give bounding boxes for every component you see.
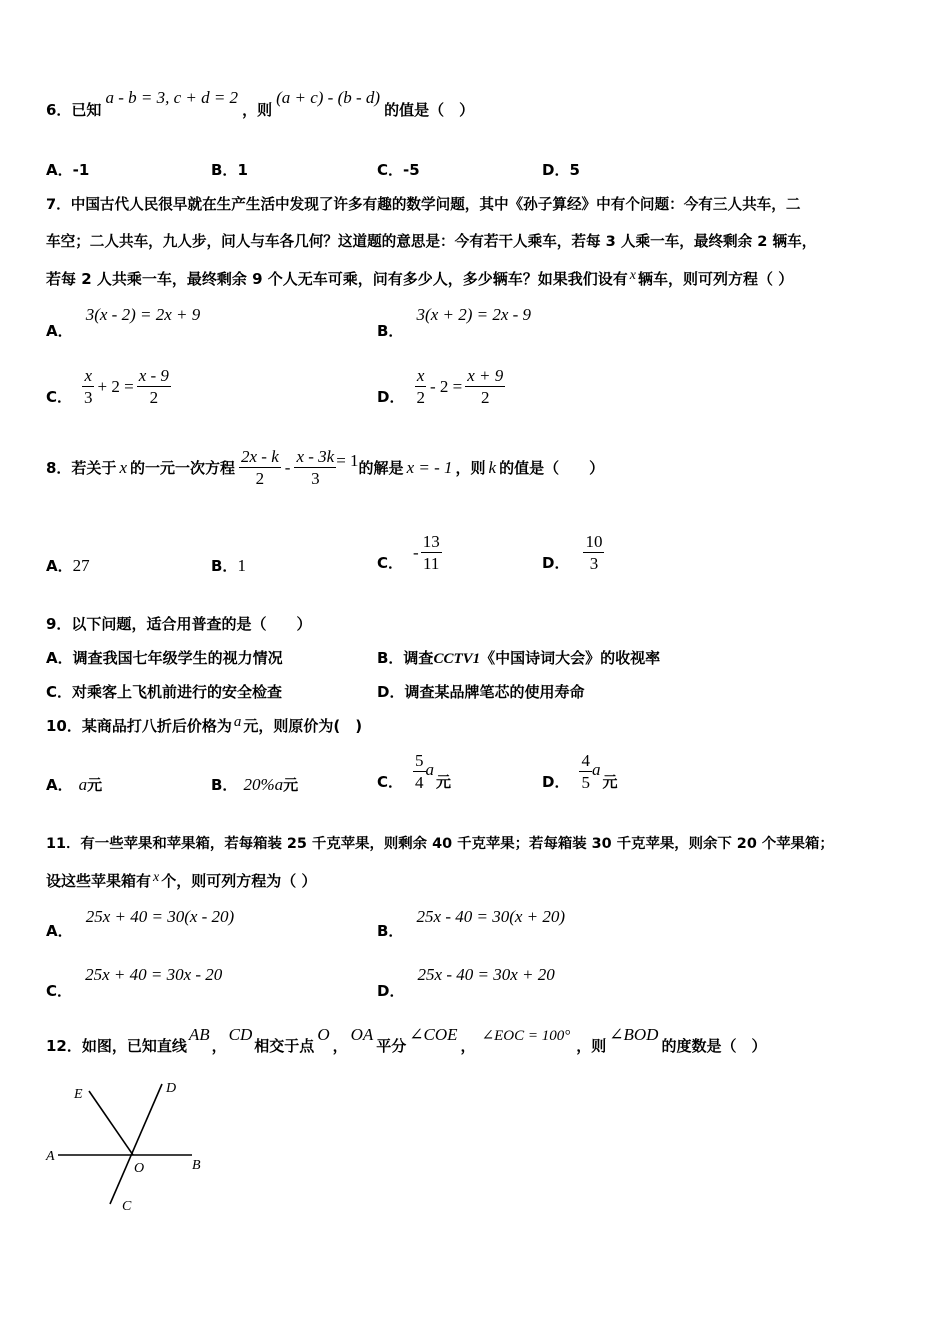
q7-option-a[interactable] (46, 304, 201, 340)
numerator: 4 (581, 751, 590, 770)
option-text: 1 (237, 556, 246, 575)
option-label: B． (377, 922, 404, 940)
fraction (583, 531, 604, 574)
denominator: 11 (423, 554, 440, 573)
label-e: E (74, 1087, 83, 1102)
comma: ， (460, 1037, 476, 1055)
denominator: 5 (581, 773, 590, 792)
numerator: x - 9 (138, 366, 169, 385)
q12-text-3: ，则 (576, 1037, 607, 1055)
fraction (579, 750, 592, 793)
option-unit: 元 (87, 776, 103, 794)
q12-text-2: 平分 (376, 1037, 407, 1055)
minus-sign: - (413, 542, 419, 562)
fraction (82, 365, 95, 408)
denominator: 3 (311, 469, 320, 488)
question-6-stem (46, 88, 475, 120)
denominator: 2 (149, 388, 159, 407)
q10-stem-start: 10．某商品打八折后价格为 (46, 717, 232, 735)
option-text: 1 (237, 161, 248, 179)
line-cd: CD (228, 1025, 253, 1044)
numerator: x - 3k (296, 447, 335, 466)
line-ab: AB (188, 1025, 210, 1044)
q8-option-b[interactable] (211, 556, 246, 576)
option-equation: 25x + 40 = 30(x - 20) (85, 907, 235, 926)
fraction (465, 365, 505, 408)
q10-option-c[interactable] (377, 750, 451, 793)
option-label: C． (377, 554, 404, 572)
option-label: B． (211, 776, 238, 794)
fraction (414, 365, 427, 408)
variable: a (425, 759, 435, 779)
q6-mid-text: ，则 (242, 101, 273, 119)
q7-line-1: 7．中国古代人民很早就在生产生活中发现了许多有趣的数学问题，其中《孙子算经》中有个问题：今有三人共车，二 (46, 196, 801, 213)
variable: a (591, 759, 601, 779)
q7-option-d[interactable] (377, 365, 505, 408)
denominator: 3 (589, 554, 599, 573)
q12-prefix: 12．如图，已知直线 (46, 1037, 187, 1055)
option-unit: 元 (436, 773, 452, 791)
label-c: C (122, 1199, 132, 1214)
option-unit: 元 (602, 773, 618, 791)
q8-variable: x (119, 457, 127, 477)
q11-option-d[interactable] (377, 964, 555, 1000)
q6-option-a[interactable] (46, 160, 89, 180)
q11-variable: x (153, 870, 160, 885)
option-equation: 3(x - 2) = 2x + 9 (85, 305, 201, 324)
option-label: B． (377, 322, 404, 340)
option-label: A． (46, 776, 73, 794)
option-unit: 元 (283, 776, 299, 794)
angle-bod: ∠BOD (609, 1025, 659, 1044)
q11-line2-end: 个，则可列方程为（ ） (161, 872, 317, 890)
option-text: -5 (403, 161, 420, 179)
numerator: 2x - k (241, 447, 279, 466)
q7-option-c[interactable] (46, 365, 171, 408)
q9-option-b[interactable] (377, 648, 660, 669)
numerator: x + 9 (467, 366, 504, 385)
denominator: 2 (255, 469, 265, 488)
q10-option-d[interactable] (542, 750, 617, 793)
fraction (421, 531, 442, 574)
numerator: x (416, 366, 425, 385)
operator: - 2 = (429, 376, 463, 396)
operator: - (284, 457, 291, 477)
q8-text-1: 的一元一次方程 (129, 458, 235, 477)
fraction (137, 365, 171, 408)
q6-suffix: 的值是（ ） (384, 101, 475, 119)
q8-option-d[interactable] (542, 531, 604, 574)
option-equation: 3(x + 2) = 2x - 9 (416, 305, 532, 324)
q7-line3-start: 若每 2 人共乘一车，最终剩余 9 个人无车可乘，问有多少人，多少辆车？如果我们设有 (46, 270, 628, 288)
fraction (239, 446, 281, 489)
q8-option-c[interactable] (377, 531, 442, 574)
option-text: 27 (72, 556, 90, 575)
question-8-stem (46, 446, 604, 489)
option-label: A． (46, 922, 73, 940)
q9-option-d[interactable]: D．调查某品牌笔芯的使用寿命 (377, 683, 585, 701)
label-a: A (46, 1149, 55, 1164)
comma: ， (211, 1037, 227, 1055)
q7-option-b[interactable] (377, 304, 532, 340)
option-label: C． (46, 388, 73, 406)
q11-line2-start: 设这些苹果箱有 (46, 872, 152, 890)
option-text: B．调查 (377, 649, 434, 667)
line-cd-stroke (110, 1084, 162, 1204)
q7-line-3 (46, 269, 793, 291)
q11-line-1: 11．有一些苹果和苹果箱，若每箱装 25 千克苹果，则剩余 40 千克苹果；若每箱装 30 千克苹果，则余下 20 个苹果箱； (46, 836, 834, 852)
q11-option-c[interactable] (46, 964, 223, 1000)
cctv1-text: CCTV1 (433, 651, 481, 667)
q11-option-b[interactable] (377, 906, 566, 940)
ray-oa: OA (350, 1025, 374, 1044)
denominator: 2 (480, 388, 490, 407)
option-label: D． (542, 773, 570, 791)
numerator: 10 (585, 532, 603, 551)
q8-solution: x = - 1 (406, 457, 453, 477)
geometry-figure (40, 1072, 220, 1222)
q10-variable: a (233, 714, 242, 730)
q6-condition: a - b = 3, c + d = 2 (105, 88, 239, 107)
option-label: C． (377, 161, 404, 179)
q8-text-2: 的解是 (358, 458, 404, 477)
q8-prefix: 8．若关于 (46, 458, 117, 477)
q6-prefix: 6．已知 (46, 101, 102, 119)
label-d: D (166, 1081, 177, 1096)
q8-text-4: 的值是（ ） (499, 458, 605, 477)
q6-expression: (a + c) - (b - d) (276, 88, 381, 107)
option-label: C． (46, 982, 73, 1000)
numerator: 13 (422, 532, 440, 551)
denominator: 4 (415, 773, 424, 792)
denominator: 3 (84, 388, 93, 407)
q11-line-2 (46, 871, 316, 893)
option-equation: 25x - 40 = 30(x + 20) (416, 907, 566, 926)
denominator: 2 (416, 388, 425, 407)
option-label: C． (377, 773, 404, 791)
option-label: D． (542, 161, 570, 179)
option-label: A． (46, 322, 73, 340)
q8-k: k (488, 457, 497, 477)
q8-text-3: ，则 (455, 458, 486, 477)
q9-option-a[interactable]: A．调查我国七年级学生的视力情况 (46, 649, 283, 667)
q6-option-d[interactable] (542, 160, 580, 180)
q12-text-4: 的度数是（ ） (661, 1037, 767, 1055)
comma: ， (332, 1037, 348, 1055)
angle-eoc-value: ∠EOC = 100° (481, 1028, 571, 1044)
option-label: B． (211, 161, 238, 179)
q6-option-b[interactable] (211, 160, 248, 180)
q9-option-c[interactable]: C．对乘客上飞机前进行的安全检查 (46, 683, 283, 701)
option-label: D． (377, 388, 405, 406)
q8-option-a[interactable] (46, 556, 90, 576)
option-equation: 25x + 40 = 30x - 20 (85, 965, 223, 984)
ray-oe-stroke (89, 1091, 133, 1155)
fraction (294, 446, 336, 489)
q10-stem (46, 716, 362, 737)
numerator: x (84, 366, 93, 385)
q7-line3-end: 辆车，则可列方程（ ） (638, 270, 794, 288)
option-label: B． (211, 557, 238, 575)
option-label: D． (377, 982, 405, 1000)
fraction (413, 750, 426, 793)
option-label: D． (542, 554, 570, 572)
operator: + 2 = (97, 376, 134, 396)
option-label: A． (46, 557, 73, 575)
option-text: 《中国诗词大会》的收视率 (480, 649, 661, 667)
q7-line-2: 车空；二人共车，九人步，问人与车各几何？这道题的意思是：今有若干人乘车，若每 3 人乘一车，最终剩余 2 辆车， (46, 233, 817, 250)
numerator: 5 (415, 751, 424, 770)
option-expr: 20%a (243, 775, 284, 794)
angle-coe: ∠COE (409, 1025, 458, 1044)
option-text: -1 (72, 161, 90, 179)
question-12-stem (46, 1025, 767, 1057)
q10-option-b[interactable] (211, 775, 298, 795)
q7-variable: x (629, 268, 636, 283)
label-b: B (192, 1158, 201, 1173)
option-text: 5 (569, 161, 580, 179)
option-label: A． (46, 161, 73, 179)
label-o: O (134, 1161, 145, 1176)
option-expr: a (78, 775, 88, 794)
point-o: O (317, 1025, 330, 1044)
q12-text-1: 相交于点 (254, 1037, 315, 1055)
q11-option-a[interactable] (46, 906, 235, 940)
q6-option-c[interactable] (377, 160, 420, 180)
q10-stem-end: 元，则原价为( ) (243, 717, 363, 735)
equals-one: = 1 (336, 450, 359, 470)
q10-option-a[interactable] (46, 775, 102, 795)
q9-stem: 9．以下问题，适合用普查的是（ ） (46, 615, 312, 633)
option-equation: 25x - 40 = 30x + 20 (417, 965, 555, 984)
